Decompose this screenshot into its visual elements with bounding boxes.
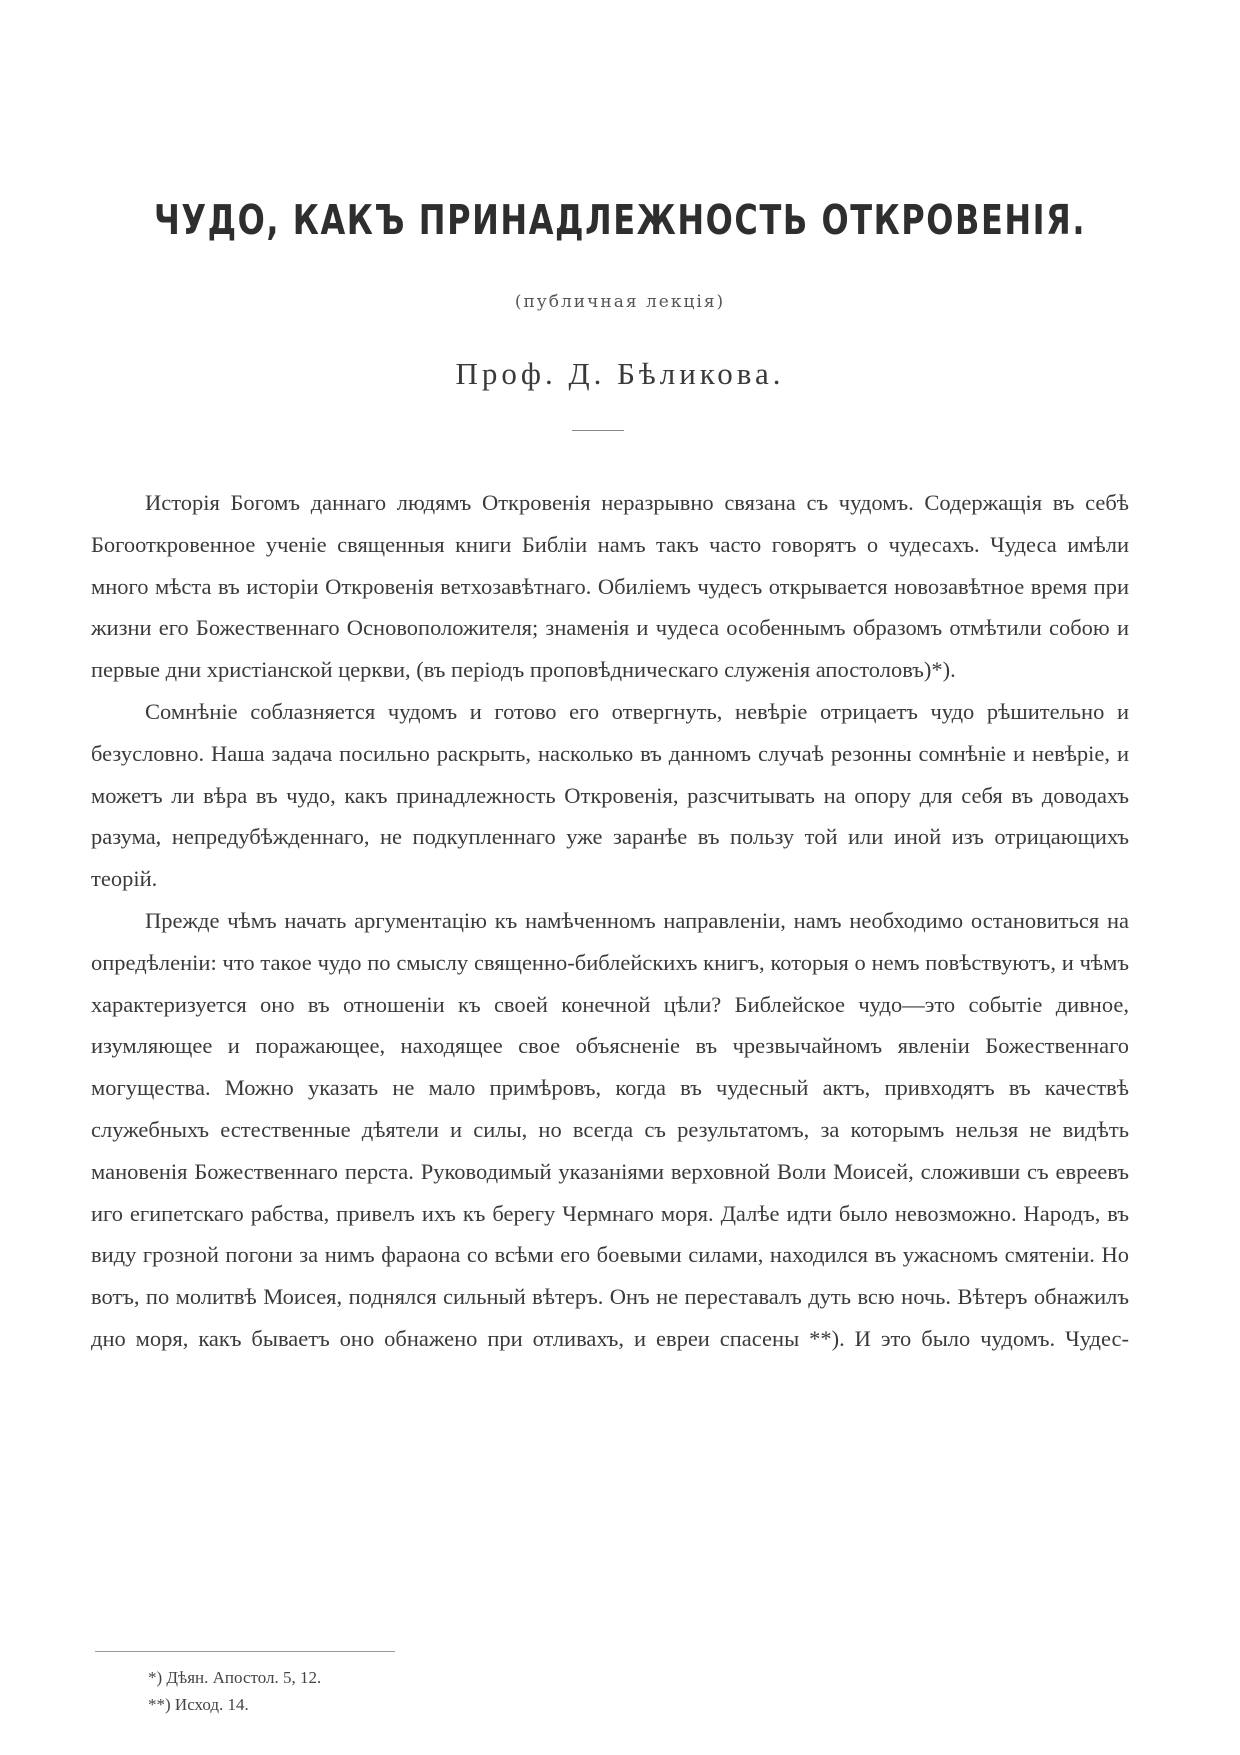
title-separator: [572, 430, 624, 431]
lecture-subtitle: (публичная лекція): [514, 292, 726, 312]
footnotes: [148, 1664, 321, 1718]
footnote-rule: [95, 1651, 395, 1652]
footnote-1: *) Дѣян. Апостол. 5, 12.: [148, 1668, 322, 1687]
paragraph-2: Сомнѣніе соблазняется чудомъ и готово его отвергнуть, невѣріе отрицаетъ чудо рѣшительно и безусловно. Наша задача посильно раскрыть, насколько въ данномъ случаѣ резонны сомнѣніе и невѣріе, и можетъ ли вѣра въ чудо, какъ принадлежность Откровенія, разсчитывать на опору для себя въ доводахъ разума, непредубѣжденнаго, не подкупленнаго уже заранѣе въ пользу той или иной изъ отрицающихъ теорій.: [91, 698, 1129, 892]
paragraph-1: Исторія Богомъ даннаго людямъ Откровенія неразрывно связана съ чудомъ. Содержащія въ себѣ Богооткровенное ученіе священныя книги Библіи намъ такъ часто говорятъ о чудесахъ. Чудеса имѣли много мѣста въ исторіи Откровенія ветхозавѣтнаго. Обиліемъ чудесъ открывается новозавѣтное время при жизни его Божественнаго Основоположителя; знаменія и чудеса особеннымъ образомъ отмѣтили собою и первые дни христіанской церкви, (въ періодъ проповѣдническаго служенія апостоловъ)*).: [91, 490, 1129, 683]
paragraph-3: Прежде чѣмъ начать аргументацію къ намѣченномъ направленіи, намъ необходимо остановиться на опредѣленіи: что такое чудо по смыслу священно-библейскихъ книгъ, которыя о немъ повѣствуютъ, и чѣмъ характеризуется оно въ отношеніи къ своей конечной цѣли? Библейское чудо—это событіе дивное, изумляющее и поражающее, находящее свое объясненіе въ чрезвычайномъ явленіи Божественнаго могущества. Можно указать не мало примѣровъ, когда въ чудесный актъ, привходятъ въ качествѣ служебныхъ естественные дѣятели и силы, но всегда съ результатомъ, за которымъ нельзя не видѣть мановенія Божественнаго перста. Руководимый указаніями верховной Воли Моисей, сложивши съ евреевъ иго египетскаго рабства, привелъ ихъ къ берегу Чермнаго моря. Далѣе идти было невозможно. Народъ, въ виду грозной погони за нимъ фараона со всѣми его боевыми силами, находился въ ужасномъ смятеніи. Но вотъ, по молитвѣ Моисея, поднялся сильный вѣтеръ. Онъ не переставалъ дуть всю ночь. Вѣтеръ обнажилъ дно моря, какъ бываетъ оно обнажено при отливахъ, и евреи спасены **). И это было чудомъ. Чудес-: [91, 907, 1129, 1351]
page-title: ЧУДО, КАКЪ ПРИНАДЛЕЖНОСТЬ ОТКРОВЕНІЯ.: [153, 196, 1087, 244]
article-body: [91, 482, 1129, 1360]
footnote-2: **) Исход. 14.: [148, 1695, 249, 1714]
author-line: Проф. Д. Бѣликова.: [455, 356, 785, 391]
